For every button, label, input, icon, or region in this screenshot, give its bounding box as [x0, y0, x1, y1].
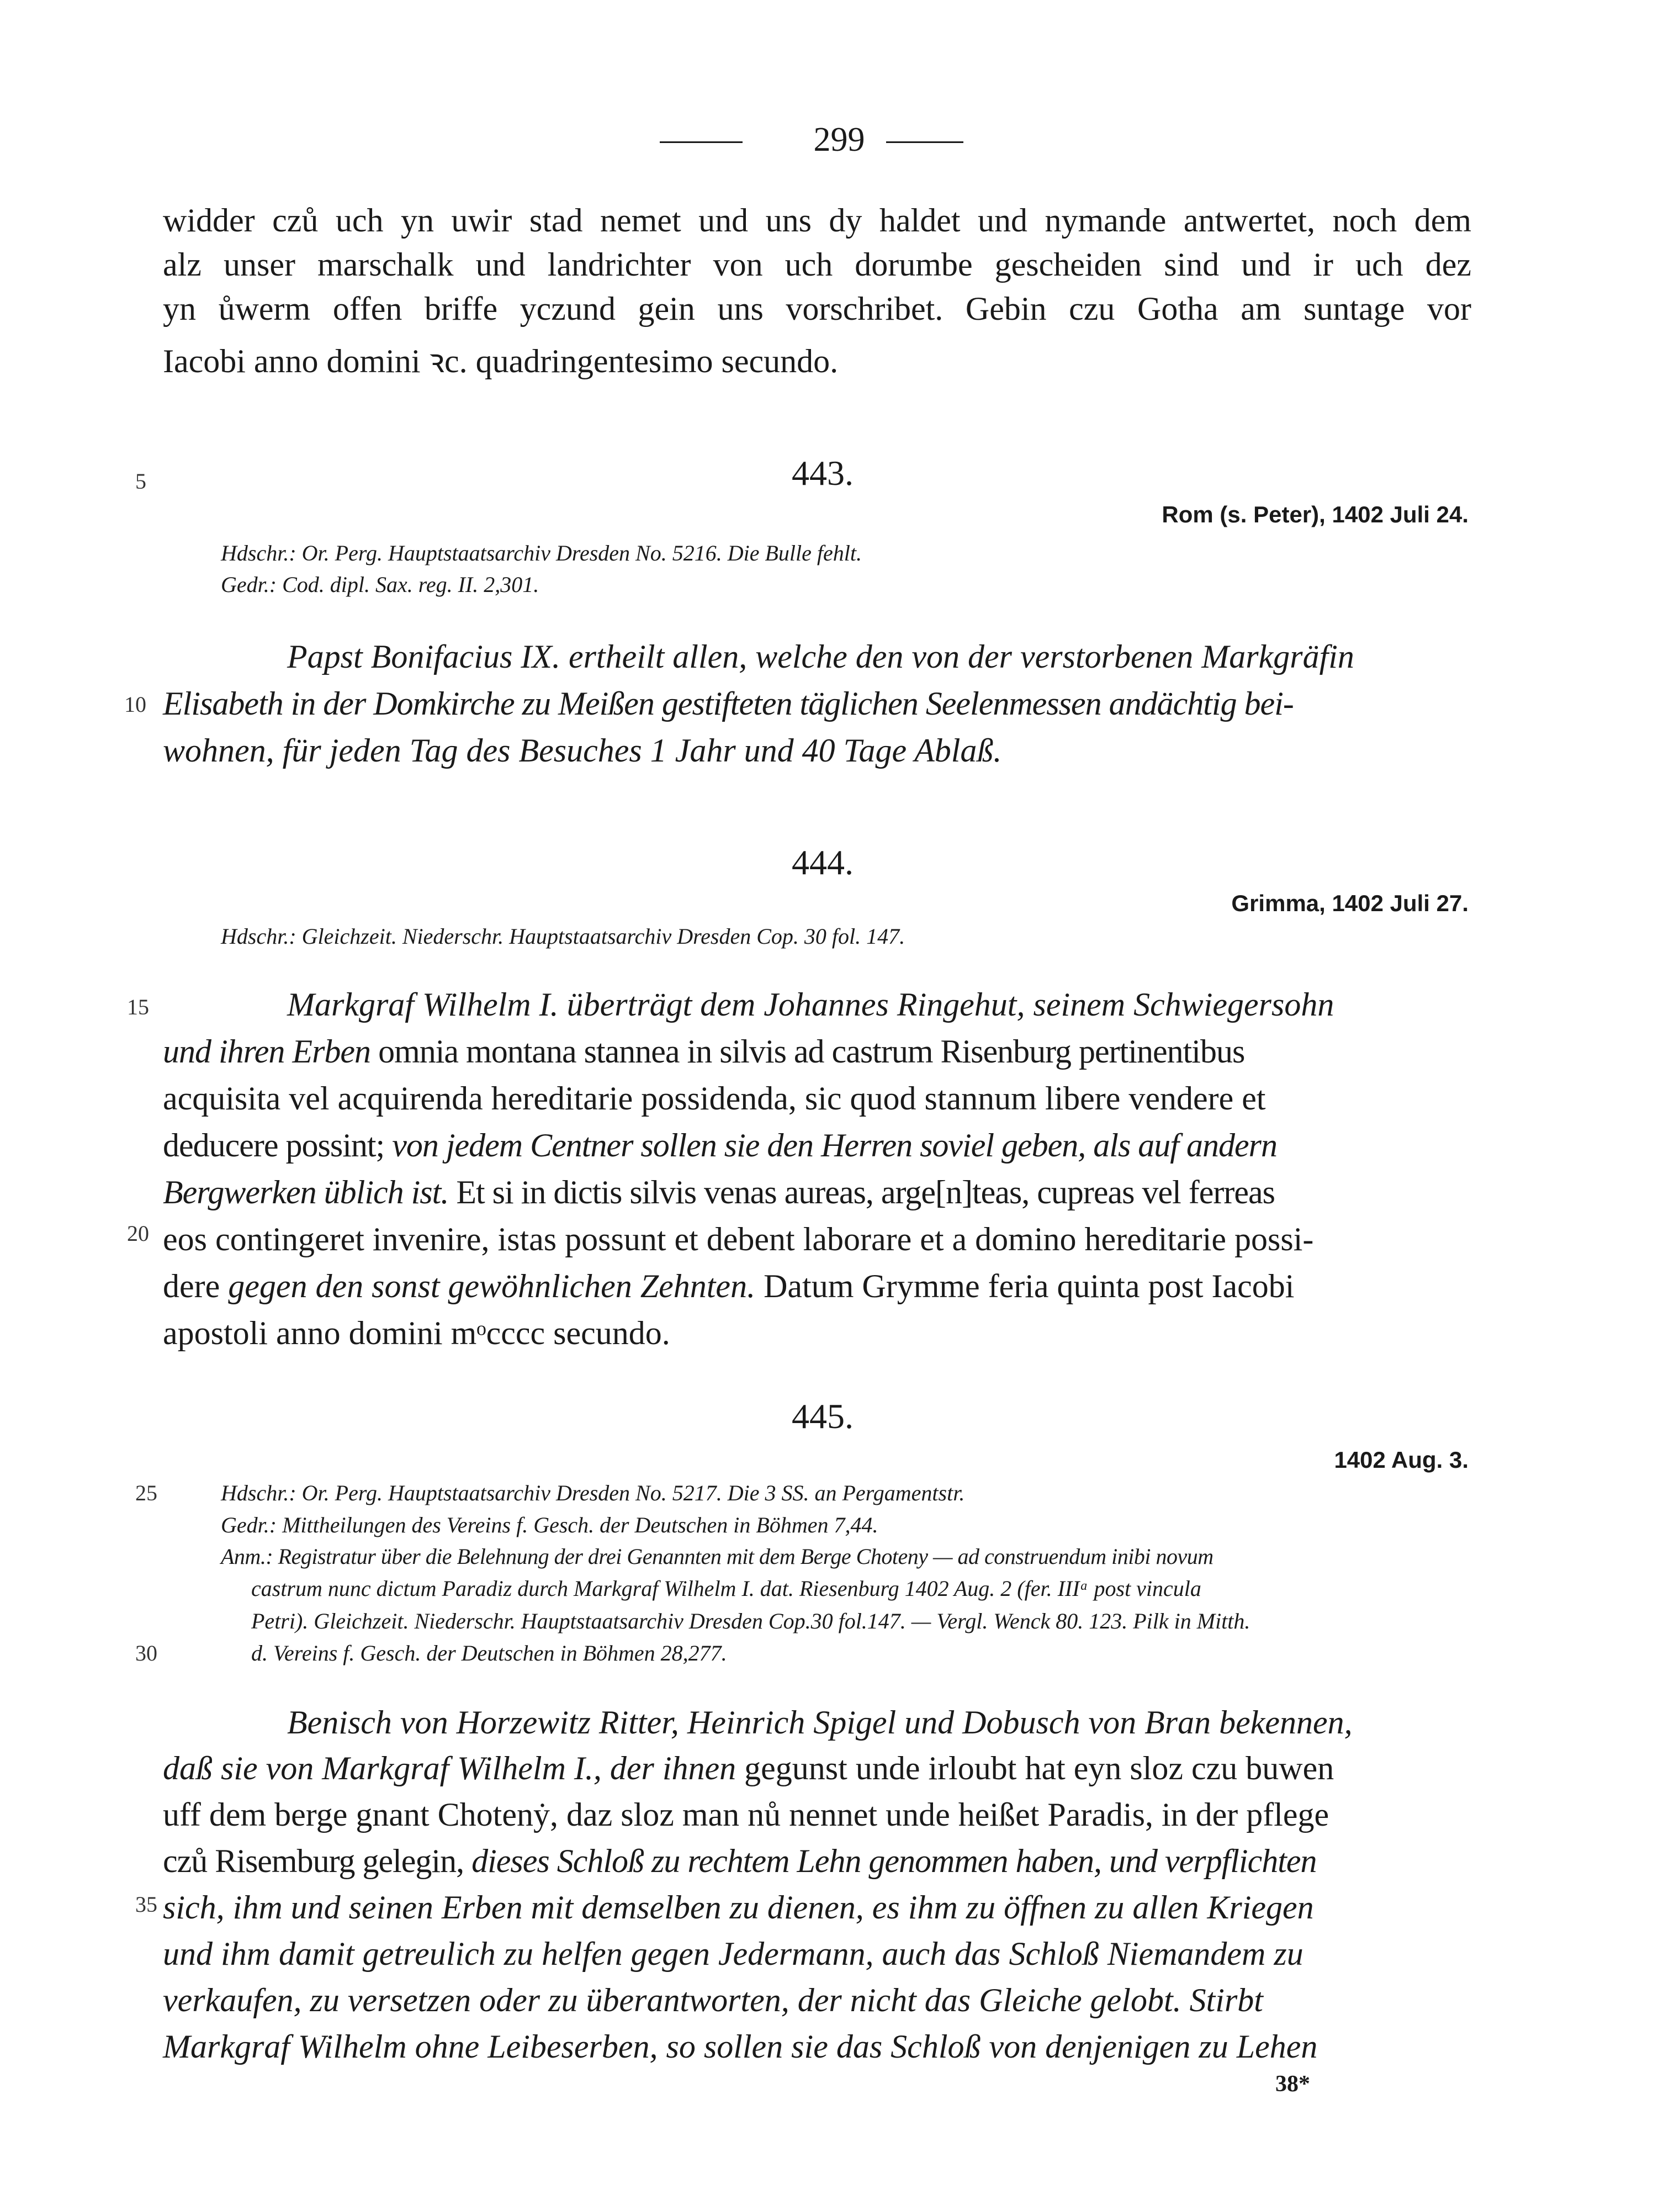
roman-segment: Datum Grymme feria quinta post Iacobi: [755, 1268, 1295, 1304]
source-line: Hdschr.: Or. Perg. Hauptstaatsarchiv Dresden No. 5216. Die Bulle fehlt.: [221, 541, 862, 565]
line-number: 15: [127, 995, 149, 1019]
roman-segment: eos contingeret invenire, istas possunt et debent laborare et a domino hereditarie possi-: [163, 1221, 1314, 1257]
text-line: [163, 1889, 1471, 1927]
line-number: 5: [135, 469, 146, 494]
source-line: Gedr.: Cod. dipl. Sax. reg. II. 2,301.: [221, 572, 539, 597]
line-number: 25: [135, 1481, 157, 1505]
italic-segment: sich, ihm und seinen Erben mit demselben zu dienen, es ihm zu öffnen zu allen Kriegen: [163, 1889, 1314, 1926]
italic-segment: von jedem Centner sollen sie den Herren soviel geben, als auf andern: [392, 1127, 1277, 1164]
text-line: [163, 1173, 1471, 1212]
line-number: 10: [124, 692, 146, 717]
text-line: [163, 1127, 1471, 1165]
page-number: 299: [813, 121, 865, 158]
italic-segment: Bergwerken üblich ist.: [163, 1174, 449, 1210]
roman-segment: gegunst unde irloubt hat eyn sloz czu buwen: [736, 1750, 1334, 1786]
italic-segment: Benisch von Horzewitz Ritter, Heinrich Spigel und Dobusch von Bran bekennen,: [287, 1704, 1353, 1741]
text-line: [287, 986, 1471, 1024]
source-line: Anm.: Registratur über die Belehnung der drei Genannten mit dem Berge Choteny — ad construendum inibi novum: [221, 1544, 1213, 1569]
text-line: [163, 1314, 1471, 1352]
text-line: [163, 1080, 1471, 1118]
document-number: 443.: [792, 453, 854, 493]
text-line: [163, 1267, 1471, 1305]
source-line: Petri). Gleichzeit. Niederschr. Hauptstaatsarchiv Dresden Cop.30 fol.147. — Vergl. Wenck 80. 123. Pilk in Mitth.: [251, 1609, 1250, 1633]
header-rule-left: [660, 141, 743, 143]
document-number: 445.: [792, 1397, 854, 1436]
roman-segment: Et si in dictis silvis venas aureas, arge[n]teas, cupreas vel ferreas: [448, 1174, 1275, 1210]
italic-segment: Markgraf Wilhelm I. überträgt dem Johannes Ringehut, seinem Schwiegersohn: [287, 986, 1334, 1023]
place-date: Rom (s. Peter), 1402 Juli 24.: [1162, 501, 1469, 527]
roman-segment: apostoli anno domini mᵒcccc secundo.: [163, 1315, 670, 1351]
intro-line: yn ůwerm offen briffe yczund gein uns vorschribet. Gebin czu Gotha am suntage vor: [163, 290, 1471, 327]
source-line: Gedr.: Mittheilungen des Vereins f. Gesch. der Deutschen in Böhmen 7,44.: [221, 1513, 878, 1537]
italic-segment: und ihm damit getreulich zu helfen gegen Jedermann, auch das Schloß Niemandem zu: [163, 1936, 1303, 1972]
roman-segment: deducere possint;: [163, 1127, 393, 1164]
regest-line: wohnen, für jeden Tag des Besuches 1 Jahr und 40 Tage Ablaß.: [163, 732, 1002, 769]
italic-segment: daß sie von Markgraf Wilhelm I., der ihnen: [163, 1750, 736, 1786]
text-line: [163, 1220, 1471, 1259]
roman-segment: acquisita vel acquirenda hereditarie possidenda, sic quod stannum libere vendere et: [163, 1080, 1266, 1117]
italic-segment: Markgraf Wilhelm ohne Leibeserben, so sollen sie das Schloß von denjenigen zu Lehen: [163, 2028, 1318, 2065]
text-line: [163, 1981, 1471, 2019]
text-line: [163, 1033, 1471, 1071]
line-number: 35: [135, 1892, 157, 1917]
roman-segment: czů Risemburg gelegin,: [163, 1843, 472, 1879]
regest-line: Papst Bonifacius IX. ertheilt allen, welche den von der verstorbenen Markgräfin: [287, 638, 1354, 675]
roman-segment: omnia montana stannea in silvis ad castrum Risenburg pertinentibus: [370, 1033, 1245, 1070]
text-line: [287, 1704, 1471, 1742]
intro-line: widder czů uch yn uwir stad nemet und uns dy haldet und nymande antwertet, noch dem: [163, 202, 1471, 239]
source-line: d. Vereins f. Gesch. der Deutschen in Böhmen 28,277.: [251, 1641, 727, 1665]
line-number: 30: [135, 1641, 157, 1665]
text-line: [163, 2028, 1471, 2066]
italic-segment: gegen den sonst gewöhnlichen Zehnten.: [228, 1268, 756, 1304]
source-line: Hdschr.: Gleichzeit. Niederschr. Hauptstaatsarchiv Dresden Cop. 30 fol. 147.: [221, 924, 905, 949]
line-number: 20: [127, 1221, 149, 1246]
italic-segment: verkaufen, zu versetzen oder zu überantworten, der nicht das Gleiche gelobt. Stirbt: [163, 1982, 1263, 2018]
source-line: castrum nunc dictum Paradiz durch Markgraf Wilhelm I. dat. Riesenburg 1402 Aug. 2 (fer. IIIᵃ post vincula: [251, 1576, 1201, 1601]
text-line: [163, 1749, 1471, 1788]
place-date: 1402 Aug. 3.: [1334, 1447, 1469, 1473]
text-line: [163, 1935, 1471, 1973]
document-number: 444.: [792, 843, 854, 882]
text-line: [163, 1796, 1471, 1834]
place-date: Grimma, 1402 Juli 27.: [1231, 890, 1469, 916]
regest-line: Elisabeth in der Domkirche zu Meißen gestifteten täglichen Seelenmessen andächtig bei-: [163, 685, 1294, 722]
intro-line: Iacobi anno domini ꝛc. quadringentesimo secundo.: [163, 343, 839, 379]
source-line: Hdschr.: Or. Perg. Hauptstaatsarchiv Dresden No. 5217. Die 3 SS. an Pergamentstr.: [221, 1481, 965, 1505]
intro-line: alz unser marschalk und landrichter von uch dorumbe gescheiden sind und ir uch dez: [163, 246, 1471, 283]
printer-signature: 38*: [1275, 2071, 1310, 2097]
roman-segment: dere: [163, 1268, 229, 1304]
italic-segment: dieses Schloß zu rechtem Lehn genommen haben, und verpflichten: [471, 1843, 1317, 1879]
text-line: [163, 1842, 1471, 1880]
header-rule-right: [886, 141, 963, 143]
roman-segment: uff dem berge gnant Chotenẏ, daz sloz man nů nennet unde heißet Paradis, in der pflege: [163, 1796, 1329, 1833]
italic-segment: und ihren Erben: [163, 1033, 371, 1070]
